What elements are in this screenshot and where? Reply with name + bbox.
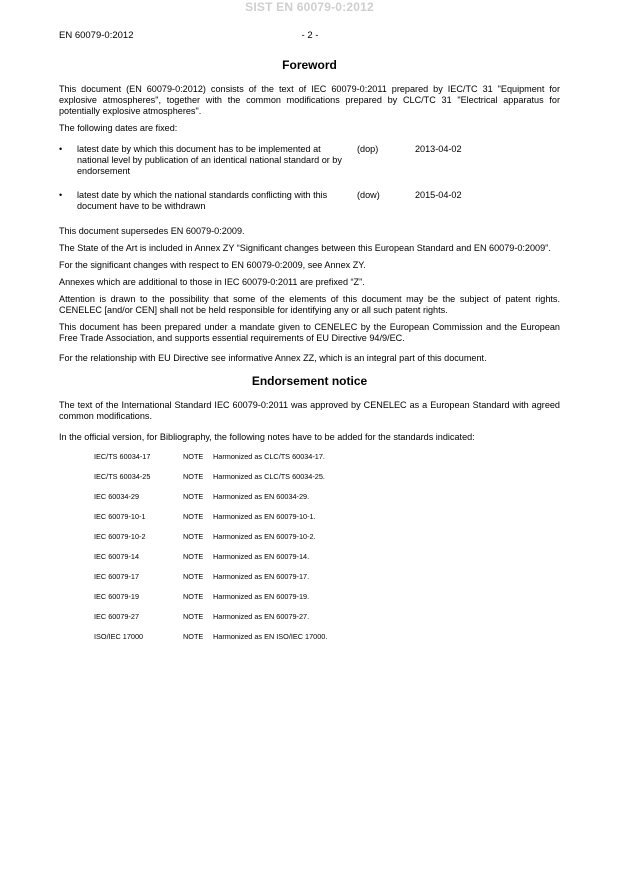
note-text: Harmonized as EN 60079-14.	[213, 552, 310, 561]
state-of-art-text: The State of the Art is included in Annex ZY “Significant changes between this European Standard and EN 60079-0:2009”.	[59, 243, 551, 253]
note-text: Harmonized as EN 60079-19.	[213, 592, 310, 601]
note-text: Harmonized as EN ISO/IEC 17000.	[213, 632, 328, 641]
note-text: Harmonized as EN 60079-10-2.	[213, 532, 316, 541]
note-label: NOTE	[183, 512, 204, 521]
date-item-text: latest date by which the national standards conflicting with this document have to be withdrawn	[77, 190, 328, 211]
mandate-text: This document has been prepared under a mandate given to CENELEC by the European Commission and the European Free Trade Association, and supports essential requirements of EU Directive 94/9/EC.	[59, 322, 560, 343]
date-item-date: 2015-04-02	[415, 190, 462, 200]
note-label: NOTE	[183, 592, 204, 601]
note-standard: IEC 60079-19	[94, 592, 140, 601]
date-item-text: latest date by which this document has to be implemented at national level by publication of an identical national standard or by endorsement	[77, 144, 342, 176]
dates-intro: The following dates are fixed:	[59, 123, 178, 133]
list-item	[59, 451, 560, 471]
note-label: NOTE	[183, 612, 204, 621]
note-label: NOTE	[183, 552, 204, 561]
date-item-date: 2013-04-02	[415, 144, 462, 154]
supersedes-text: This document supersedes EN 60079-0:2009.	[59, 226, 245, 236]
date-item-dop	[59, 144, 560, 178]
date-item-code: (dop)	[357, 144, 379, 154]
note-standard: IEC/TS 60034-25	[94, 472, 151, 481]
date-item-dow	[59, 190, 560, 214]
foreword-intro: This document (EN 60079-0:2012) consists of the text of IEC 60079-0:2011 prepared by IEC/TC 31 "Equipment for explosive atmospheres", together with the common modifications prepared by CLC/TC 31 "Electrical apparatus for potentially explosive atmospheres".	[59, 84, 560, 116]
note-standard: IEC 60079-14	[94, 552, 140, 561]
note-standard: ISO/IEC 17000	[94, 632, 144, 641]
note-label: NOTE	[183, 632, 204, 641]
list-item	[59, 551, 560, 571]
note-standard: IEC 60079-10-1	[94, 512, 146, 521]
note-text: Harmonized as EN 60079-10-1.	[213, 512, 316, 521]
patent-text: Attention is drawn to the possibility that some of the elements of this document may be the subject of patent rights. CENELEC [and/or CEN] shall not be held responsible for identifying any or all such patent rights.	[59, 294, 560, 315]
date-item-code: (dow)	[357, 190, 380, 200]
foreword-title: Foreword	[282, 58, 337, 72]
list-item	[59, 571, 560, 591]
note-label: NOTE	[183, 452, 204, 461]
note-text: Harmonized as EN 60079-17.	[213, 572, 310, 581]
note-text: Harmonized as CLC/TS 60034-25.	[213, 472, 325, 481]
note-label: NOTE	[183, 532, 204, 541]
list-item	[59, 531, 560, 551]
bibliography-notes	[59, 451, 560, 651]
header-page-number: - 2 -	[301, 30, 319, 41]
list-item	[59, 511, 560, 531]
note-standard: IEC/TS 60034-17	[94, 452, 151, 461]
annexes-text: Annexes which are additional to those in IEC 60079-0:2011 are prefixed “Z”.	[59, 277, 365, 287]
significant-changes-text: For the significant changes with respect to EN 60079-0:2009, see Annex ZY.	[59, 260, 366, 270]
note-standard: IEC 60079-10-2	[94, 532, 146, 541]
note-text: Harmonized as EN 60079-27.	[213, 612, 310, 621]
list-item	[59, 631, 560, 651]
list-item	[59, 471, 560, 491]
list-item	[59, 591, 560, 611]
note-text: Harmonized as EN 60034-29.	[213, 492, 310, 501]
watermark: SIST EN 60079-0:2012	[245, 0, 374, 14]
page-content	[59, 58, 560, 651]
note-label: NOTE	[183, 472, 204, 481]
endorsement-text: The text of the International Standard IEC 60079-0:2011 was approved by CENELEC as a European Standard with agreed common modifications.	[59, 400, 560, 421]
note-label: NOTE	[183, 492, 204, 501]
note-standard: IEC 60079-17	[94, 572, 140, 581]
bibliography-intro: In the official version, for Bibliography, the following notes have to be added for the standards indicated:	[59, 432, 475, 442]
list-item	[59, 491, 560, 511]
relationship-text: For the relationship with EU Directive see informative Annex ZZ, which is an integral part of this document.	[59, 353, 487, 363]
list-item	[59, 611, 560, 631]
bullet-icon: •	[59, 144, 63, 154]
bullet-icon: •	[59, 190, 63, 200]
note-standard: IEC 60079-27	[94, 612, 140, 621]
note-label: NOTE	[183, 572, 204, 581]
note-standard: IEC 60034-29	[94, 492, 140, 501]
header-doc-id: EN 60079-0:2012	[59, 30, 134, 41]
note-text: Harmonized as CLC/TS 60034-17.	[213, 452, 325, 461]
endorsement-title: Endorsement notice	[251, 374, 368, 388]
